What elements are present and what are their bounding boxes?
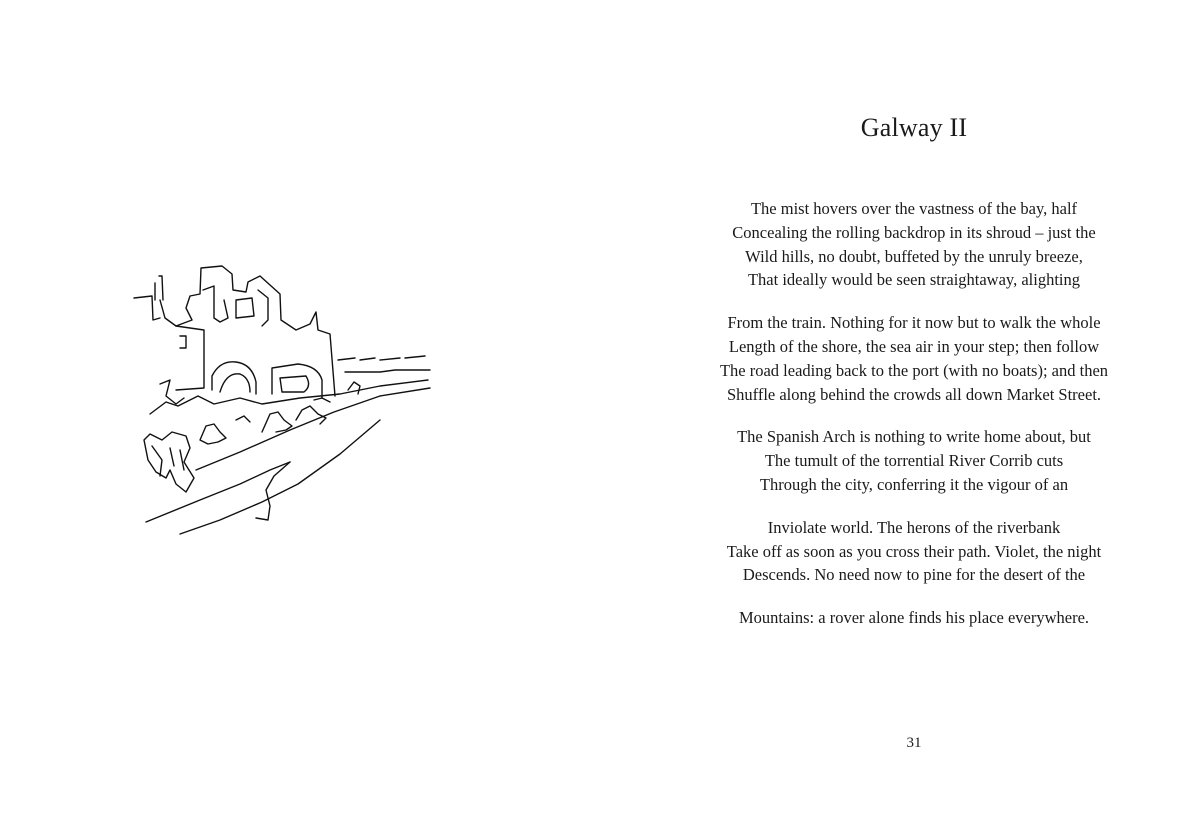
poem-line: Shuffle along behind the crowds all down Market Street.	[726, 384, 1102, 404]
poem-title: Galway II	[860, 113, 968, 142]
poem-line: From the train. Nothing for it now but to walk the whole	[727, 313, 1101, 333]
poem-line: Take off as soon as you cross their path. Violet, the night	[726, 541, 1102, 561]
poem-line: That ideally would be seen straightaway, alighting	[747, 270, 1081, 290]
stanza	[600, 311, 1200, 406]
poem-line: The mist hovers over the vastness of the bay, half	[750, 199, 1078, 218]
poem-line: Descends. No need now to pine for the desert of the	[742, 565, 1086, 585]
poem-line: The Spanish Arch is nothing to write home about, but	[737, 427, 1091, 447]
poem-line: Concealing the rolling backdrop in its shroud – just the	[732, 222, 1096, 242]
spanish-arch-line-drawing	[130, 262, 435, 540]
poem-line: Mountains: a rover alone finds his place everywhere.	[738, 608, 1090, 628]
right-page	[600, 0, 1200, 825]
poem-line: Through the city, conferring it the vigour of an	[759, 474, 1069, 494]
poem-body	[600, 197, 1200, 649]
poem-line: The road leading back to the port (with no boats); and then	[719, 360, 1109, 380]
poem-line: The tumult of the torrential River Corrib cuts	[764, 451, 1064, 471]
stanza	[600, 606, 1200, 630]
stanza	[600, 197, 1200, 292]
poem-line: Length of the shore, the sea air in your step; then follow	[728, 336, 1100, 356]
page-number: 31	[906, 735, 922, 751]
poem-line: Inviolate world. The herons of the riverbank	[767, 517, 1061, 537]
stanza	[600, 516, 1200, 587]
poem-line: Wild hills, no doubt, buffeted by the unruly breeze,	[745, 246, 1083, 266]
stanza	[600, 425, 1200, 496]
